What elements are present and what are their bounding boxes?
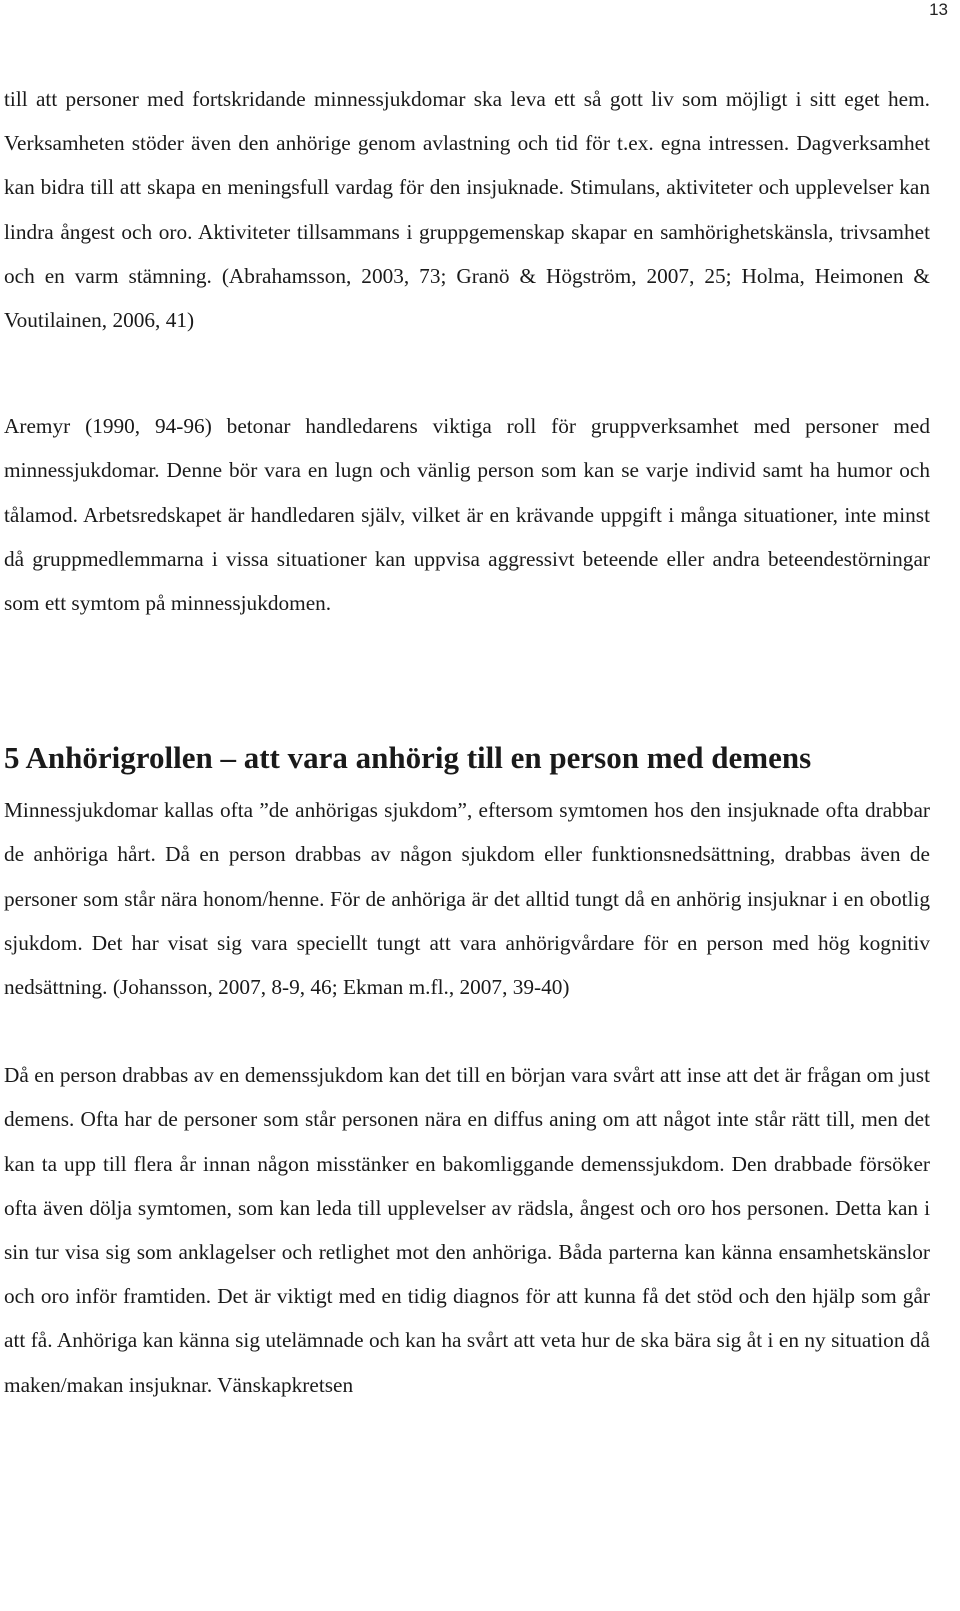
page-number: 13 (929, 0, 948, 19)
paragraph-dagverksamhet: till att personer med fortskridande minnessjukdomar ska leva ett så gott liv som möjligt i sitt eget hem. Verksamheten stöder även den anhörige genom avlastning och tid för t.ex. egna intressen. Dagverksamhet kan bidra till att skapa en meningsfull vardag för den insjuknade. Stimulans, aktiviteter och upplevelser kan lindra ångest och oro. Aktiviteter tillsammans i gruppgemenskap skapar en samhörighetskänsla, trivsamhet och en varm stämning. (Abrahamsson, 2003, 73; Granö & Högström, 2007, 25; Holma, Heimonen & Voutilainen, 2006, 41) (4, 87, 930, 333)
paragraph-aremyr: Aremyr (1990, 94-96) betonar handledarens viktiga roll för gruppverksamhet med personer med minnessjukdomar. Denne bör vara en lugn och vänlig person som kan se varje individ samt ha humor och tålamod. Arbetsredskapet är handledaren själv, vilket är en krävande uppgift i många situationer, inte minst då gruppmedlemmarna i vissa situationer kan uppvisa aggressivt beteende eller andra beteendestörningar som ett symtom på minnessjukdomen. (4, 414, 930, 616)
paragraph-anhorigas-sjukdom: Minnessjukdomar kallas ofta ”de anhörigas sjukdom”, eftersom symtomen hos den insjuknade ofta drabbar de anhöriga hårt. Då en person drabbas av någon sjukdom eller funktionsnedsättning, drabbas även de personer som står nära honom/henne. För de anhöriga är det alltid tungt då en anhörig insjuknar i en obotlig sjukdom. Det har visat sig vara speciellt tungt att vara anhörigvårdare för en person med hög kognitiv nedsättning. (Johansson, 2007, 8-9, 46; Ekman m.fl., 2007, 39-40) (4, 798, 930, 1000)
document-body (4, 77, 930, 1407)
section-heading-5: 5 Anhörigrollen – att vara anhörig till en person med demens (4, 740, 812, 776)
paragraph-demenssjukdom: Då en person drabbas av en demenssjukdom kan det till en början vara svårt att inse att det är frågan om just demens. Ofta har de personer som står personen nära en diffus aning om att något inte står rätt till, men det kan ta upp till flera år innan någon misstänker en bakomliggande demenssjukdom. Den drabbade försöker ofta även dölja symtomen, som kan leda till upplevelser av rädsla, ångest och oro hos personen. Detta kan i sin tur visa sig som anklagelser och retlighet mot den anhöriga. Båda parterna kan känna ensamhetskänslor och oro inför framtiden. Det är viktigt med en tidig diagnos för att kunna få det stöd och den hjälp som går att få. Anhöriga kan känna sig utelämnade och kan ha svårt att veta hur de ska bära sig åt i en ny situation då maken/makan insjuknar. Vänskapkretsen (4, 1063, 930, 1397)
